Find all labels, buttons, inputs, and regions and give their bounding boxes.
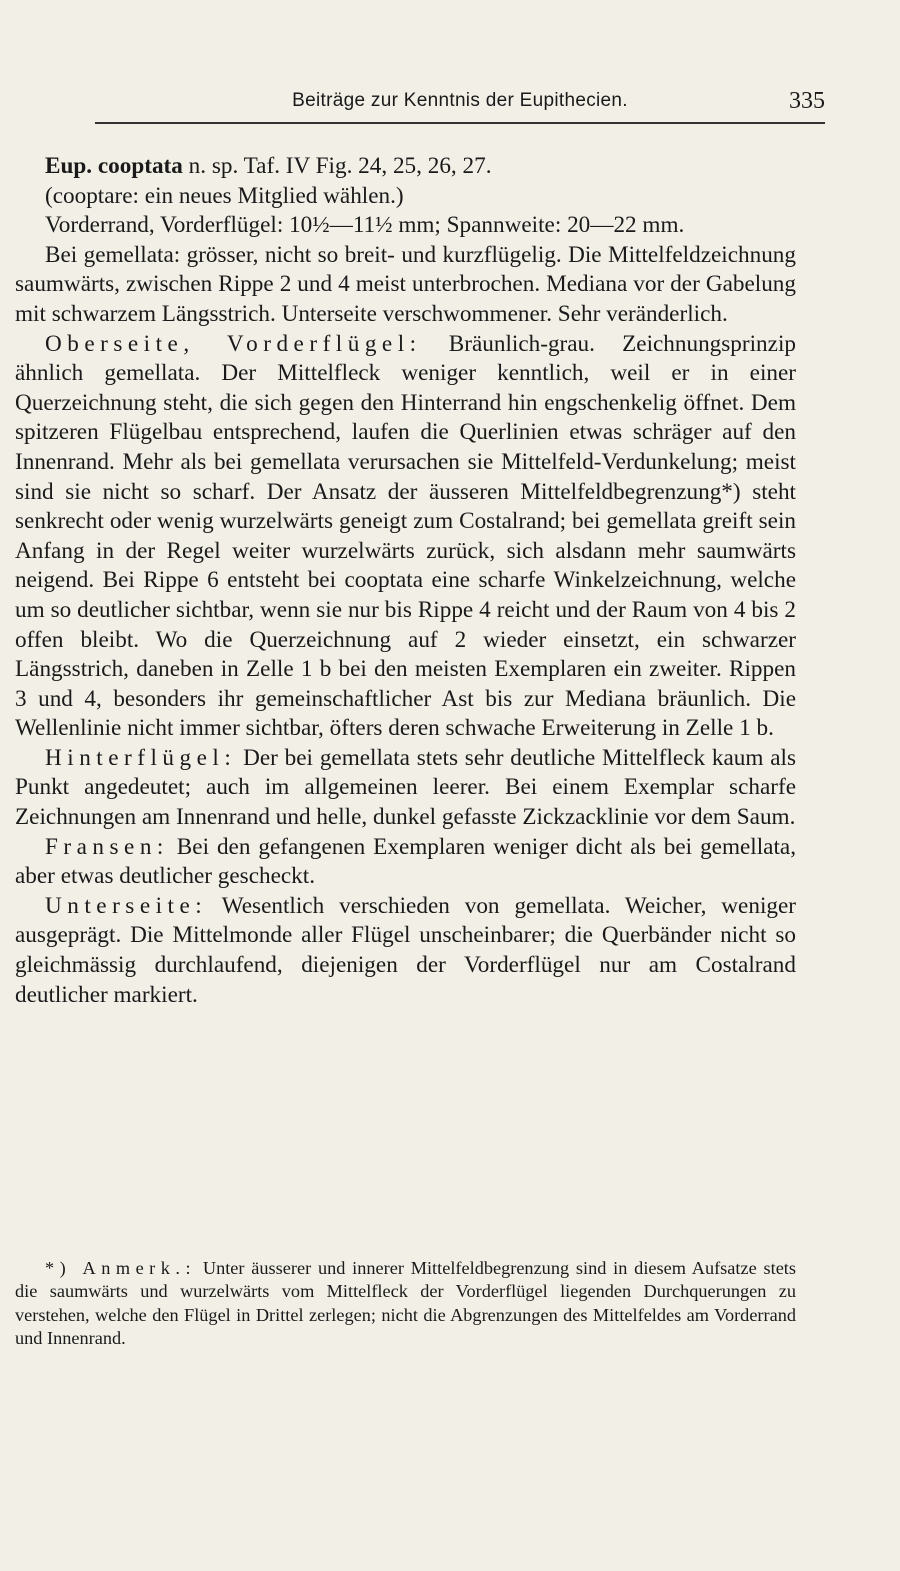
footnote-label: *) Anmerk.: bbox=[45, 1258, 197, 1278]
species-name: Eup. cooptata bbox=[45, 153, 183, 179]
hinterfluegel-label: Hinterflügel: bbox=[45, 744, 237, 771]
fransen-label: Fransen: bbox=[45, 833, 169, 860]
footnote-paragraph bbox=[15, 1257, 796, 1351]
species-plate-ref: n. sp. Taf. IV Fig. 24, 25, 26, 27. bbox=[182, 153, 492, 179]
fransen-text: Bei den gefangenen Exemplaren weniger dicht als bei gemellata, aber etwas deutlicher gescheckt. bbox=[15, 833, 796, 890]
unterseite-label: Unterseite: bbox=[45, 892, 208, 919]
header-rule bbox=[95, 122, 825, 124]
page-number: 335 bbox=[789, 88, 825, 114]
footnote-text: Unter äusserer und innerer Mittelfeldbegrenzung sind in diesem Aufsatze stets die saumwärts und wurzelwärts vom Mittelfleck der Vorderflügel liegenden Durchquerungen zu verstehen, welche den Flügel in Drittel zerlegen; nicht die Abgrenzungen des Mittelfeldes am Vorderrand und Innenrand. bbox=[15, 1258, 796, 1349]
oberseite-paragraph bbox=[15, 330, 796, 744]
footnote bbox=[15, 1257, 796, 1351]
fransen-paragraph bbox=[15, 833, 796, 892]
species-heading bbox=[15, 152, 796, 182]
main-text bbox=[15, 152, 796, 1010]
oberseite-text: Bräunlich-grau. Zeichnungsprinzip ähnlich gemellata. Der Mittelfleck weniger kenntlich, weil er in einer Querzeichnung steht, die sich gegen den Hinterrand hin engschenkelig öffnet. Dem spitzeren Flügelbau entsprechend, laufen die Querlinien etwas schräger auf den Innenrand. Mehr als bei gemellata verursachen sie Mittelfeld-Verdunkelung; meist sind sie nicht so scharf. Der Ansatz der äusseren Mittelfeldbegrenzung*) steht senkrecht oder wenig wurzelwärts geneigt zum Costalrand; bei gemellata greift sein Anfang in der Regel weiter wurzelwärts zurück, sich alsdann mehr saumwärts neigend. Bei Rippe 6 entsteht bei cooptata eine scharfe Winkelzeichnung, welche um so deutlicher sichtbar, wenn sie nur bis Rippe 4 reicht und der Raum von 4 bis 2 offen bleibt. Wo die Querzeichnung auf 2 wieder einsetzt, ein schwarzer Längsstrich, daneben in Zelle 1 b bei den meisten Exemplaren ein zweiter. Rippen 3 und 4, besonders ihr gemeinschaftlicher Ast bis zur Mediana bräunlich. Die Wellenlinie nicht immer sichtbar, öfters deren schwache Erweiterung in Zelle 1 b. bbox=[15, 330, 796, 742]
etymology-line: (cooptare: ein neues Mitglied wählen.) bbox=[45, 182, 404, 209]
gemellata-comparison: Bei gemellata: grösser, nicht so breit- und kurzflügelig. Die Mittelfeldzeichnung saumwärts, zwischen Rippe 2 und 4 meist unterbrochen. Mediana vor der Gabelung mit schwarzem Längsstrich. Unterseite verschwommener. Sehr veränderlich. bbox=[15, 241, 796, 327]
running-title: Beiträge zur Kenntnis der Eupithecien. bbox=[292, 90, 628, 111]
running-header bbox=[95, 90, 825, 124]
unterseite-text: Wesentlich verschieden von gemellata. Weicher, weniger ausgeprägt. Die Mittelmonde aller Flügel unscheinbarer; die Querbänder nicht so gleichmässig durchlaufend, diejenigen der Vorderflügel nur am Costalrand deutlicher markiert. bbox=[15, 892, 796, 1008]
oberseite-label: Oberseite, Vorderflügel: bbox=[45, 330, 422, 357]
hinterfluegel-paragraph bbox=[15, 744, 796, 833]
size-line: Vorderrand, Vorderflügel: 10½—11½ mm; Spannweite: 20—22 mm. bbox=[45, 212, 685, 239]
unterseite-paragraph bbox=[15, 892, 796, 1010]
hinterfluegel-text: Der bei gemellata stets sehr deutliche Mittelfleck kaum als Punkt angedeutet; auch im allgemeinen leerer. Bei einem Exemplar scharfe Zeichnungen am Innenrand und helle, dunkel gefasste Zickzacklinie vor dem Saum. bbox=[15, 744, 796, 831]
